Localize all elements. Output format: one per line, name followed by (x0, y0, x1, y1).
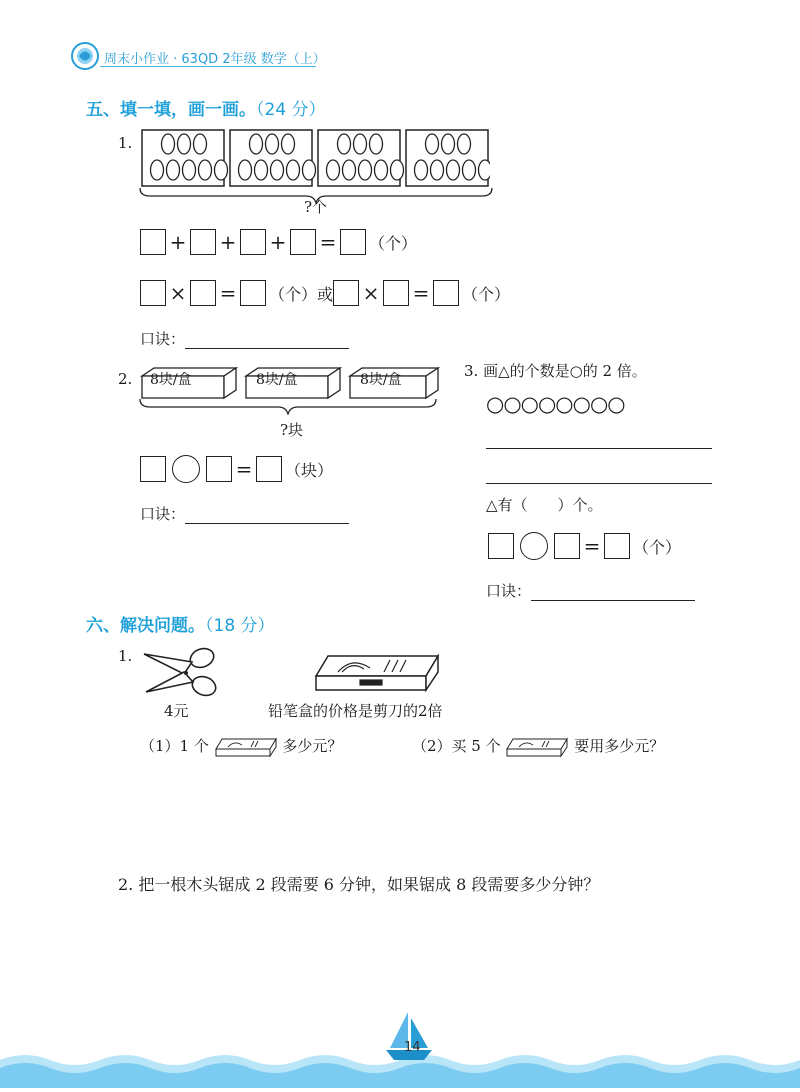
koujue-answer-line[interactable] (185, 330, 349, 349)
section5-title (86, 95, 326, 120)
q3-text: 3. 画△的个数是○的 2 倍。 (464, 362, 647, 380)
answer-box[interactable] (240, 280, 266, 306)
answer-box[interactable] (488, 533, 514, 559)
answer-box[interactable] (383, 280, 409, 306)
s6-q1-sub2 (412, 735, 664, 758)
pencil-case-small-icon (505, 736, 569, 758)
egg-icon (479, 160, 491, 180)
operator-circle[interactable] (172, 455, 200, 483)
egg-icon (359, 160, 372, 180)
answer-box[interactable] (433, 280, 459, 306)
egg-icon (250, 134, 263, 154)
egg-icon (338, 134, 351, 154)
logo-icon (70, 41, 100, 71)
egg-boxes (140, 128, 490, 194)
koujue-answer-line[interactable] (531, 582, 695, 601)
egg-icon (327, 160, 340, 180)
answer-box[interactable] (340, 229, 366, 255)
section6-title (86, 611, 275, 636)
egg-icon (271, 160, 284, 180)
egg-icon (354, 134, 367, 154)
egg-icon (375, 160, 388, 180)
q3-triangle-count: △有（ ）个。 (486, 496, 603, 514)
egg-icon (167, 160, 180, 180)
sub1-suffix: 多少元？ (282, 737, 343, 755)
s6-q1-number: 1. (118, 647, 133, 665)
answer-box[interactable] (604, 533, 630, 559)
unit-label: （个）或 (269, 284, 334, 304)
section6-title-text: 六、解决问题。 (86, 616, 205, 636)
egg-icon (183, 160, 196, 180)
egg-icon (426, 134, 439, 154)
answer-box[interactable] (256, 456, 282, 482)
q3-draw-line-2[interactable] (486, 483, 712, 484)
answer-box[interactable] (206, 456, 232, 482)
egg-icon (442, 134, 455, 154)
q1-number: 1. (118, 134, 133, 152)
q2-koujue (140, 503, 349, 524)
koujue-label: 口诀： (486, 582, 532, 600)
egg-icon (431, 160, 444, 180)
egg-icon (287, 160, 300, 180)
scissors-icon (140, 644, 220, 704)
koujue-answer-line[interactable] (185, 505, 349, 524)
egg-icon (343, 160, 356, 180)
sub2-suffix: 要用多少元？ (574, 737, 665, 755)
unit-label: （个） (633, 537, 682, 557)
sub1-prefix: （1）1 个 (140, 737, 209, 755)
q3-koujue (486, 580, 695, 601)
s6-q1-sub1 (140, 735, 342, 758)
answer-box[interactable] (140, 229, 166, 255)
koujue-label: 口诀： (140, 330, 186, 348)
answer-box[interactable] (140, 456, 166, 482)
answer-box[interactable] (554, 533, 580, 559)
egg-icon (415, 160, 428, 180)
q2-brace-label: ?块 (280, 421, 304, 439)
header-title: 周末小作业 · 63QD 2年级 数学（上） (104, 52, 326, 67)
section5-title-text: 五、填一填，画一画。 (86, 100, 256, 120)
header-underline (100, 66, 316, 67)
egg-icon (266, 134, 279, 154)
pencil-case-icon (312, 650, 442, 698)
egg-icon (282, 134, 295, 154)
egg-icon (463, 160, 476, 180)
answer-box[interactable] (190, 229, 216, 255)
egg-icon (151, 160, 164, 180)
sub2-prefix: （2）买 5 个 (412, 737, 501, 755)
q2-brace (138, 397, 438, 419)
q1-koujue (140, 328, 349, 349)
unit-label: （块） (285, 460, 334, 480)
q1-brace-label: ?个 (304, 198, 328, 216)
answer-box[interactable] (290, 229, 316, 255)
answer-box[interactable] (333, 280, 359, 306)
egg-icon (370, 134, 383, 154)
section6-points: （18 分） (205, 616, 275, 636)
q1-mult-equation: × = （个）或 × = （个） (140, 280, 510, 306)
answer-box[interactable] (240, 229, 266, 255)
box-label: 8块/盒 (360, 372, 402, 388)
answer-box[interactable] (190, 280, 216, 306)
egg-boxes-figure (140, 128, 490, 190)
page-number: 14 (404, 1040, 421, 1055)
egg-icon (199, 160, 212, 180)
unit-label: （个） (462, 284, 511, 304)
scissors-price: 4元 (164, 702, 189, 720)
q3-equation: = （个） (488, 532, 681, 560)
pencil-case-caption: 铅笔盒的价格是剪刀的2倍 (268, 702, 443, 720)
q3-draw-line-1[interactable] (486, 448, 712, 449)
egg-icon (162, 134, 175, 154)
q2-equation: = （块） (140, 455, 333, 483)
operator-circle[interactable] (520, 532, 548, 560)
box-label: 8块/盒 (256, 372, 298, 388)
egg-icon (255, 160, 268, 180)
egg-icon (215, 160, 228, 180)
egg-icon (178, 134, 191, 154)
egg-icon (239, 160, 252, 180)
koujue-label: 口诀： (140, 505, 186, 523)
box-label: 8块/盒 (150, 372, 192, 388)
egg-icon (391, 160, 404, 180)
egg-icon (194, 134, 207, 154)
q3-circles: ○○○○○○○○ (486, 392, 625, 416)
section5-points: （24 分） (256, 100, 326, 120)
sailboat-icon (384, 1010, 434, 1068)
answer-box[interactable] (140, 280, 166, 306)
pencil-case-small-icon (214, 736, 278, 758)
q1-add-equation: + + + = （个） (140, 229, 417, 255)
unit-label: （个） (369, 233, 418, 253)
s6-q2-text: 2. 把一根木头锯成 2 段需要 6 分钟，如果锯成 8 段需要多少分钟？ (118, 875, 600, 894)
egg-icon (458, 134, 471, 154)
q2-number: 2. (118, 370, 133, 388)
egg-icon (303, 160, 316, 180)
egg-icon (447, 160, 460, 180)
